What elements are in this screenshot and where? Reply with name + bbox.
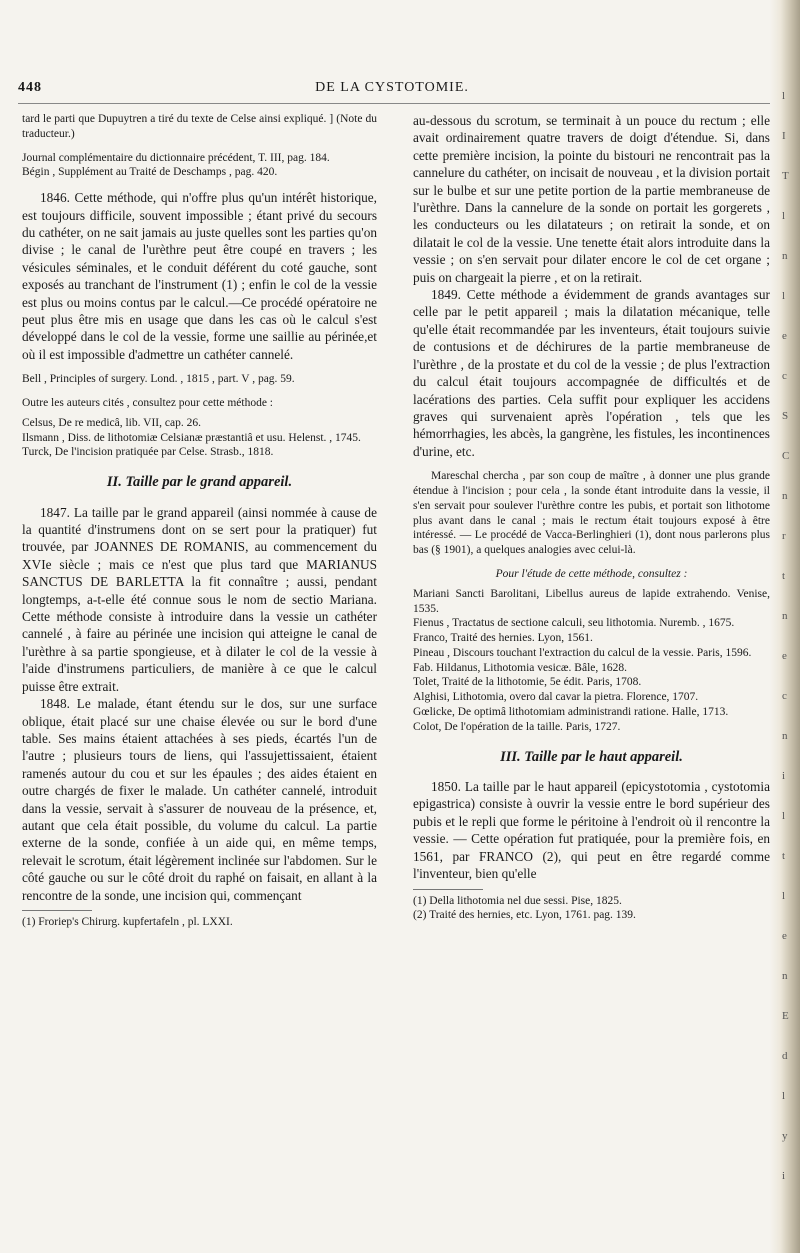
edge-glyph: c [782,690,787,702]
edge-glyph: l [782,210,786,222]
reference-entry: Colot, De l'opération de la taille. Paris, 1727. [413,720,621,733]
edge-glyph: n [782,970,788,982]
edge-glyph: T [782,170,789,182]
edge-glyph: l [782,1090,786,1102]
footnote: (2) Traité des hernies, etc. Lyon, 1761. pag. 139. [413,909,636,922]
section-heading: III. Taille par le haut appareil. [500,748,683,765]
consult-heading: Pour l'étude de cette méthode, consultez : [495,567,688,580]
body-paragraph: 1847. La taille par le grand appareil (ainsi nommée à cause de la quantité d'instrumens dont on se sert pour la pratiquer) fut trouvée, par JOANNES DE ROMANIS, au commencement du XVIe siècle ; mais ce n'est que plus tard que MARIANUS SANCTUS DE BARLETTA la fit connaître ; aussi, pendant longtemps, a-t-elle été connue sous le nom de sectio Mariana. Cette méthode consiste à introduire dans la vessie un cathéter cannelé , à faire au périnée une incision qui atteigne le canal de l'urèthre à sa partie spongieuse, et à dilater le col de la vessie à l'aide d'instrumens particuliers, de manière à ce que le calcul puisse être extrait. [22,504,377,694]
edge-glyph: l [782,290,786,302]
right-column [413,112,770,923]
reference-entry: Alghisi, Lithotomia, overo dal cavar la pietra. Florence, 1707. [413,691,699,704]
spacer [22,142,377,151]
reference-entry: Journal complémentaire du dictionnaire précédent, T. III, pag. 184. [22,151,330,164]
reference-entry: Outre les auteurs cités , consultez pour cette méthode : [22,397,273,410]
edge-glyph: n [782,490,788,502]
spacer [22,180,377,189]
footnote-rule [22,910,92,911]
reference-entry: Fab. Hildanus, Lithotomia vesicæ. Bâle, 1628. [413,661,628,674]
spacer [22,363,377,372]
body-paragraph: 1850. La taille par le haut appareil (epicystotomia , cystotomia epigastrica) consiste à ouvrir la vessie entre le bord supérieur des pubis et le repli que forme le péritoine à l'endroit où il rencontre la vessie. — Cette opération fut pratiquée, pour la première fois, en 1561, par FRANCO (2), qui peut en être regardé comme l'inventeur, bien qu'elle [413,779,770,882]
reference-entry: Gœlicke, De optimâ lithotomiam administrandi ratione. Halle, 1713. [413,706,729,719]
reference-entry: tard le parti que Dupuytren a tiré du texte de Celse ainsi expliqué. ] (Note du traducteur.) [22,113,377,140]
edge-glyph: d [782,1050,788,1062]
edge-glyph: l [782,890,786,902]
footnote: (1) Della lithotomia nel due sessi. Pise, 1825. [413,894,622,907]
edge-glyph: l [782,90,786,102]
edge-glyph: e [782,930,787,942]
reference-entry: Bégin , Supplément au Traité de Deschamps , pag. 420. [22,166,278,179]
reference-entry: Fienus , Tractatus de sectione calculi, seu lithotomia. Nuremb. , 1675. [413,617,735,630]
footnote-rule [413,889,483,890]
spacer [22,387,377,396]
body-paragraph: 1849. Cette méthode a évidemment de grands avantages sur celle par le petit appareil ; mais la dilatation mécanique, telle qu'elle était recommandée par les inventeurs, était toujours suivie de contusions et de déchirures de la partie membraneuse de l'urèthre , de la prostate et du col de la vessie ; de plus l'extraction du calcul était toujours accompagnée de difficultés et de lacérations des parties. Cela suffit pour expliquer les accidens graves qui survenaient après l'opération , tels que les hémorrhagies, les abcès, la gangrène, les fistules, les incontinences d'urine, etc. [413,287,770,459]
note-paragraph: Mareschal chercha , par son coup de maître , à donner une plus grande étendue à l'incision ; pour cela , la sonde étant introduite dans la vessie, il s'en servait pour soulever l'urèthre contre les pubis, et portait son lithotome plus avant dans le canal ; mais le rectum était toujours exposé à être intéressé. — Le procédé de Vacca-Berlinghieri (1), dont nous parlerons plus bas (§ 1901), a quelques analogies avec celui-là. [413,470,770,557]
edge-glyph: t [782,850,786,862]
spacer [413,558,770,567]
reference-entry: Celsus, De re medicâ, lib. VII, cap. 26. [22,416,201,429]
page-number: 448 [18,80,42,95]
edge-glyph: E [782,1010,789,1022]
reference-entry: Franco, Traité des hernies. Lyon, 1561. [413,632,593,645]
reference-entry: Ilsmann , Diss. de lithotomiæ Celsianæ præstantiâ et usu. Helenst. , 1745. [22,431,361,444]
edge-glyph: C [782,450,790,462]
reference-entry: Tolet, Traité de la lithotomie, 5e édit. Paris, 1708. [413,676,642,689]
running-title: DE LA CYSTOTOMIE. [315,80,469,95]
reference-entry: Mariani Sancti Barolitani, Libellus aureus de lapide extrahendo. Venise, 1535. [413,587,770,615]
header-rule [18,103,770,104]
edge-glyph: e [782,650,787,662]
edge-glyph: i [782,770,786,782]
edge-glyph: r [782,530,786,542]
edge-glyph: y [782,1130,788,1142]
reference-entry: Bell , Principles of surgery. Lond. , 1815 , part. V , pag. 59. [22,373,295,386]
edge-glyph: S [782,410,789,422]
spacer [413,460,770,469]
reference-entry: Turck, De l'incision pratiquée par Celse. Strasb., 1818. [22,446,274,459]
edge-glyph: l [782,810,786,822]
bleed-through-glyphs [782,0,796,1253]
edge-glyph: i [782,1170,786,1182]
edge-glyph: c [782,370,787,382]
left-column [22,112,377,930]
footnote: (1) Froriep's Chirurg. kupfertafeln , pl. LXXI. [22,915,233,928]
edge-glyph: n [782,610,788,622]
reference-entry: Pineau , Discours touchant l'extraction du calcul de la vessie. Paris, 1596. [413,646,752,659]
edge-glyph: n [782,730,788,742]
body-paragraph: au-dessous du scrotum, se terminait à un pouce du rectum ; elle avait ordinairement quatre travers de doigt d'étendue. Si, dans cette première incision, la pointe du bistouri ne rencontrait pas la cannelure du cathéter, on incisait de nouveau , et la division portait sur le bulbe et sur une petite portion de la partie membraneuse de l'urèthre. Dans la cannelure de la sonde on portait les gorgerets , les conducteurs ou les dilatateurs ; on retirait la sonde, et on dilatait le col de la vessie. Une tenette était alors introduite dans la vessie ; on s'en servait pour dilater encore le col de cet organe ; puis on chargeait la pierre , et on la retirait. [413,113,770,285]
edge-glyph: n [782,250,788,262]
body-paragraph: 1846. Cette méthode, qui n'offre plus qu'un intérêt historique, est toujours difficile, souvent impossible ; étant privé du secours du cathéter, on ne sait jamais au juste quelles sont les parties qu'on divise ; le canal de l'urèthre peut être coupé en travers ; les vésicules séminales, et le conduit déférent du coté gauche, sont exposés au tranchant de l'instrument (1) ; enfin le col de la vessie est plus ou moins contus par le calcul.—Ce procédé opératoire ne peut plus être mis en usage que dans les cas où le calcul s'est développé dans le col de la vessie, forme une saillie au périnée,et où il est impossible d'admettre un cathéter cannelé. [22,190,377,362]
section-heading: II. Taille par le grand appareil. [106,474,293,491]
edge-glyph: I [782,130,786,142]
edge-glyph: e [782,330,787,342]
edge-glyph: t [782,570,786,582]
body-paragraph: 1848. Le malade, étant étendu sur le dos, sur une surface oblique, était placé sur une chaise élevée ou sur le bord d'une table. Ses mains étaient attachées à ses pieds, écartés l'un de l'autre ; plusieurs tours de liens, qui l'assujettissaient, étaient ramenés autour du cou et sur les épaules ; des aides étaient en outre chargés de fixer le malade. Un cathéter cannelé, introduit dans la vessie, servait à s'assurer de nouveau de la présence, et, autant que cela était possible, du volume du calcul. La partie externe de la sonde, confiée à un aide qui, en même temps, relevait le scrotum, était légèrement inclinée sur l'abdomen. Sur le côté gauche ou sur le côté droit du raphé on faisait, en allant à la rencontre de la sonde, une incision qui, commençant [22,696,377,903]
